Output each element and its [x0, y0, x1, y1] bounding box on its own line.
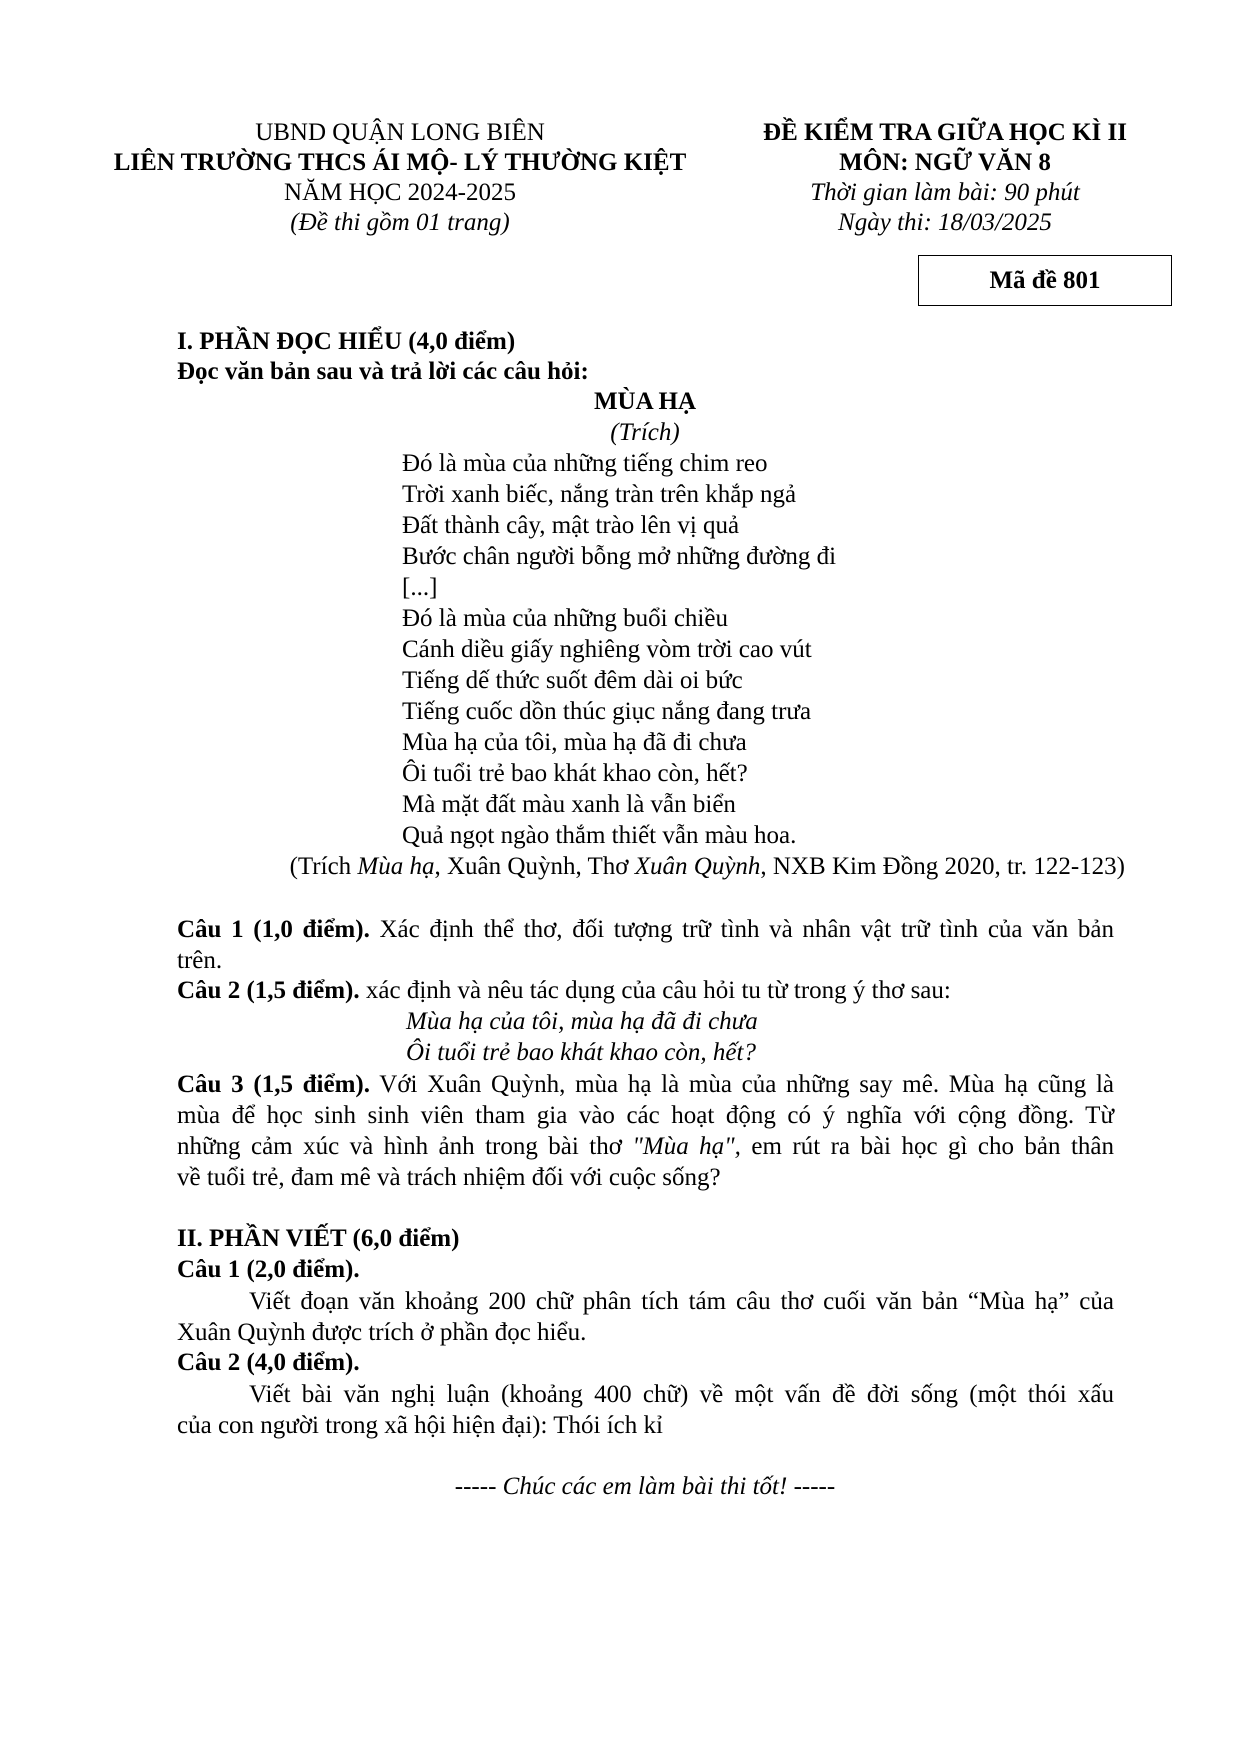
page-count-note: (Đề thi gồm 01 trang): [290, 209, 510, 236]
header-left: [100, 118, 700, 238]
exam-title: ĐỀ KIỂM TRA GIỮA HỌC KÌ II: [763, 119, 1127, 146]
writing-heading: II. PHẦN VIẾT (6,0 điểm): [177, 1225, 460, 1252]
poem-title: MÙA HẠ: [593, 388, 697, 415]
poem-line: [...]: [402, 574, 438, 601]
poem-line: Mà mặt đất màu xanh là vẫn biển: [402, 791, 736, 818]
question-label: Câu 1 (1,0 điểm).: [177, 916, 370, 943]
exam-duration: Thời gian làm bài: 90 phút: [810, 179, 1080, 206]
reading-question-2: Câu 2 (1,5 điểm). xác định và nêu tác dụng của câu hỏi tu từ trong ý thơ sau:: [177, 977, 951, 1004]
question-label: Câu 2 (1,5 điểm).: [177, 977, 360, 1004]
reading-question-3: Câu 3 (1,5 điểm). Với Xuân Quỳnh, mùa hạ là mùa của những say mê. Mùa hạ cũng là mùa để học sinh sinh viên tham gia vào các hoạt động có ý nghĩa với cộng đồng. Từ những cảm xúc và hình ảnh trong bài thơ "Mùa hạ", em rút ra bài học gì cho bản thân về tuổi trẻ, đam mê và trách nhiệm đối với cuộc sống?: [177, 1071, 1114, 1191]
question-label: Câu 3 (1,5 điểm).: [177, 1071, 371, 1098]
exam-code: Mã đề 801: [989, 266, 1101, 294]
exam-date: Ngày thi: 18/03/2025: [838, 209, 1052, 236]
poem-line: Ôi tuổi trẻ bao khát khao còn, hết?: [402, 760, 748, 787]
school-names: LIÊN TRƯỜNG THCS ÁI MỘ- LÝ THƯỜNG KIỆT: [113, 149, 687, 176]
poem-line: Tiếng dế thức suốt đêm dài oi bức: [402, 667, 743, 694]
poem-source: (Trích Mùa hạ, Xuân Quỳnh, Thơ Xuân Quỳnh, NXB Kim Đồng 2020, tr. 122-123): [289, 853, 1125, 880]
poem-line: Mùa hạ của tôi, mùa hạ đã đi chưa: [402, 729, 747, 756]
writing-question-2: Viết bài văn nghị luận (khoảng 400 chữ) về một vấn đề đời sống (một thói xấu của con người trong xã hội hiện đại): Thói ích kỉ: [177, 1381, 1114, 1439]
reading-question-1: Câu 1 (1,0 điểm). Xác định thể thơ, đối tượng trữ tình và nhân vật trữ tình của văn bản trên.: [177, 916, 1114, 974]
quoted-verse: Ôi tuổi trẻ bao khát khao còn, hết?: [406, 1039, 756, 1066]
poem-line: Đất thành cây, mật trào lên vị quả: [402, 512, 740, 539]
writing-question-1: Viết đoạn văn khoảng 200 chữ phân tích tám câu thơ cuối văn bản “Mùa hạ” của Xuân Quỳnh được trích ở phần đọc hiểu.: [177, 1288, 1114, 1346]
header-right: [735, 118, 1155, 238]
reading-heading: I. PHẦN ĐỌC HIỂU (4,0 điểm): [177, 328, 516, 355]
writing-question-1-label: Câu 1 (2,0 điểm).: [177, 1256, 360, 1283]
poem-line: Đó là mùa của những buổi chiều: [402, 605, 728, 632]
school-year: NĂM HỌC 2024-2025: [284, 179, 516, 206]
subject: MÔN: NGỮ VĂN 8: [839, 149, 1051, 176]
poem-line: Cánh diều giấy nghiêng vòm trời cao vút: [402, 636, 812, 663]
poem-line: Đó là mùa của những tiếng chim reo: [402, 450, 768, 477]
reading-instruction: Đọc văn bản sau và trả lời các câu hỏi:: [177, 358, 589, 385]
poem-line: Trời xanh biếc, nắng tràn trên khắp ngả: [402, 481, 797, 508]
quoted-verse: Mùa hạ của tôi, mùa hạ đã đi chưa: [406, 1008, 758, 1035]
exam-code-box: [918, 255, 1172, 306]
district-name: UBND QUẬN LONG BIÊN: [255, 119, 545, 146]
poem-subtitle: (Trích): [610, 419, 680, 446]
writing-question-2-label: Câu 2 (4,0 điểm).: [177, 1349, 360, 1376]
footer-wish: ----- Chúc các em làm bài thi tốt! -----: [454, 1473, 836, 1500]
poem-line: Bước chân người bỗng mở những đường đi: [402, 543, 837, 570]
poem-line: Quả ngọt ngào thắm thiết vẫn màu hoa.: [402, 822, 797, 849]
poem-line: Tiếng cuốc dồn thúc giục nắng đang trưa: [402, 698, 812, 725]
